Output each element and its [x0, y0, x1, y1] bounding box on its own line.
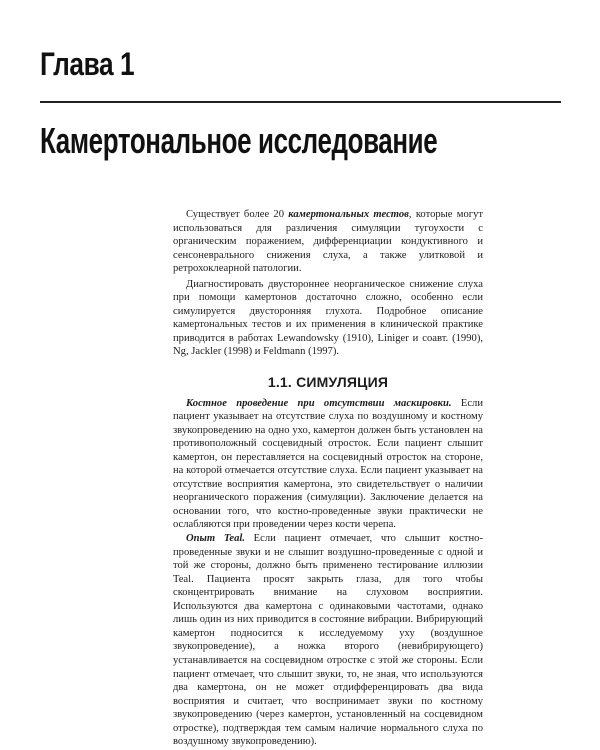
intro-paragraph-1-end: , которые могут использоваться для различения симуляции тугоухости с органическим поражением, дифференциации кондуктивного и сенсоневрального снижения слуха, а также улитковой и ретрохоклеарной патологии.	[173, 209, 484, 275]
section-paragraph-2	[173, 532, 483, 749]
run-in-heading-teal-test: Опыт Teal.	[186, 533, 245, 545]
chapter-divider	[40, 101, 561, 103]
chapter-label: Глава 1	[40, 46, 135, 82]
section-paragraph-1	[173, 397, 483, 532]
section-paragraph-2-text: Если пациент отмечает, что слышит костно-проведенные звуки и не слышит воздушно-проведенные с одной и той же стороны, должно быть применено тестирование иллюзии Teal. Пациента просят закрыть глаза, для того чтобы сконцентрировать внимание на слуховом восприятии. Используются два камертона с одинаковыми частотами, однако лишь один из них приводится в состояние вибрации. Вибрирующий камертон подносится к исследуемому уху (воздушное звукопроведение), а ножка второго (невибрирующего) устанавливается на сосцевидном отростке с этой же стороны. Если пациент отмечает, что слышит звуки, то, не зная, что используются два камертона, он не может отдифференцировать два вида восприятия и считает, что воспринимает звуки по костному звукопроведению (через камертон, установленный на сосцевидном отростке), подтверждая тем самым наличие нормального слуха по воздушному звукопроведению).	[173, 533, 483, 748]
run-in-heading-bone-conduction: Костное проведение при отсутствии маскировки.	[186, 397, 452, 409]
intro-paragraph-1-start: Существует более 20	[186, 209, 289, 220]
intro-paragraph-2: Диагностировать двустороннее неорганическое снижение слуха при помощи камертонов достаточно сложно, особенно если симулируется двусторонняя глухота. Подробное описание камертональных тестов и их применения в клинической практике приводится в работах Lewandowsky (1910), Liniger и соавт. (1990), Ng, Jackler (1998) и Feldmann (1997).	[173, 278, 483, 358]
chapter-body	[173, 208, 483, 749]
intro-emphasis-tuning-fork-tests: камертональных тестов	[288, 209, 409, 220]
section-heading: 1.1. СИМУЛЯЦИЯ	[267, 374, 389, 391]
chapter-title: Камертональное исследование	[40, 120, 438, 161]
section-paragraph-1-text: Если пациент указывает на отсутствие слуха по воздушному и костному звукопроведению на одно ухо, камертон должен быть установлен на противоположный сосцевидный отросток. Если пациент слышит камертон, он переставляется на сосцевидный отросток на стороне, на которой отмечается отсутствие слуха. Если пациент указывает на отсутствие восприятия камертона, это свидетельствует о наличии неорганического поражения (симуляции). Заключение делается на основании того, что костно-проведенные звуки практически не ослабляются при проведении через кости черепа.	[173, 397, 483, 531]
intro-paragraph-1	[173, 208, 483, 276]
